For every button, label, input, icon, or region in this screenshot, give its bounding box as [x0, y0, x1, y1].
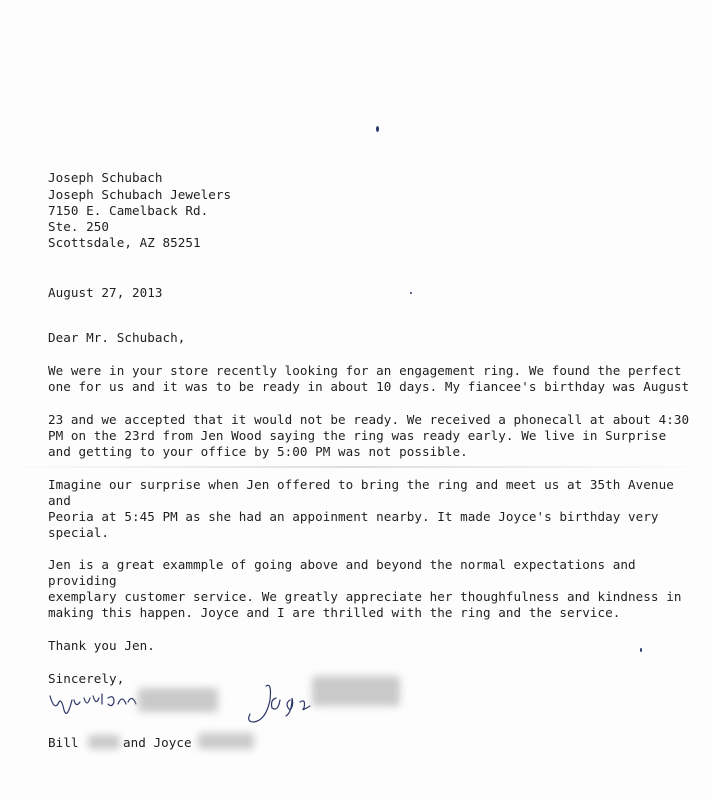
recipient-street: 7150 E. Camelback Rd.: [48, 203, 209, 218]
recipient-suite: Ste. 250: [48, 219, 110, 234]
redacted-signature: [312, 676, 400, 706]
paragraph-1-line: and getting to your office by 5:00 PM was not possible.: [48, 444, 468, 459]
scan-speck: [376, 126, 379, 132]
scan-speck: [640, 648, 642, 652]
thanks-line: Thank you Jen.: [48, 638, 155, 653]
redacted-signature: [138, 688, 218, 712]
paragraph-1-line: We were in your store recently looking for an engagement ring. We found the perfect: [48, 363, 682, 378]
paragraph-2-line: Imagine our surprise when Jen offered to bring the ring and meet us at 35th Avenue: [48, 477, 674, 492]
redacted-name: [88, 735, 120, 749]
signer-joyce: and Joyce: [123, 735, 192, 750]
paragraph-3-line: making this happen. Joyce and I are thrilled with the ring and the service.: [48, 605, 621, 620]
paragraph-1-line: 23 and we accepted that it would not be ready. We received a phonecall at about 4:30: [48, 412, 690, 427]
salutation: Dear Mr. Schubach,: [48, 330, 186, 345]
recipient-company: Joseph Schubach Jewelers: [48, 187, 232, 202]
closing: Sincerely,: [48, 671, 125, 686]
paragraph-2-line: special.: [48, 525, 110, 540]
paragraph-1-line: PM on the 23rd from Jen Wood saying the ring was ready early. We live in Surprise: [48, 428, 667, 443]
scan-speck: [410, 292, 412, 294]
paragraph-2-line: Peoria at 5:45 PM as she had an appoinment nearby. It made Joyce's birthday very: [48, 509, 659, 524]
recipient-name: Joseph Schubach: [48, 170, 163, 185]
paragraph-3-line: exemplary customer service. We greatly appreciate her thoughfulness and kindness in: [48, 589, 682, 604]
paragraph-3-line: Jen is a great exammple of going above and beyond the normal expectations and: [48, 557, 636, 572]
recipient-city: Scottsdale, AZ 85251: [48, 235, 201, 250]
paragraph-1-line: one for us and it was to be ready in about 10 days. My fiancee's birthday was August: [48, 379, 690, 394]
paragraph-3-line: providing: [48, 573, 117, 588]
signer-bill: Bill: [48, 735, 79, 750]
scan-artifact-line: [0, 466, 712, 468]
paragraph-2-line: and: [48, 493, 71, 508]
letter-date: August 27, 2013: [48, 285, 163, 300]
redacted-name: [198, 733, 254, 749]
